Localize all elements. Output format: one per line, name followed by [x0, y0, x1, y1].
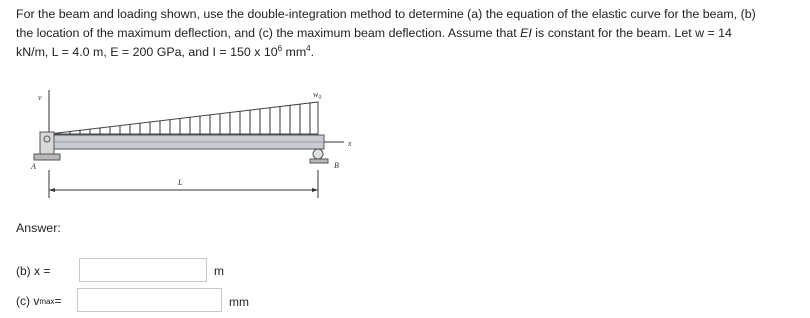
problem-line-1: For the beam and loading shown, use the double-integration method to determine (a) the equation of the elastic curve for the beam, (b) — [16, 7, 756, 21]
load-outline — [49, 102, 318, 134]
answer-c-label — [16, 294, 61, 308]
x-unit: m — [214, 264, 224, 278]
problem-line-2-end: is constant for the beam. Let w = 14 — [531, 26, 732, 40]
x-axis-label: x — [348, 139, 352, 148]
vmax-answer-input[interactable] — [77, 288, 222, 312]
length-label: L — [178, 178, 183, 187]
fixed-support-a — [40, 132, 54, 154]
support-a-label: A — [31, 162, 36, 171]
support-b-label: B — [334, 161, 339, 170]
problem-statement — [16, 5, 801, 62]
v-axis-label: v — [38, 93, 42, 102]
answer-c-label-suffix: = — [54, 294, 62, 308]
problem-line-3-unit: mm — [282, 45, 307, 59]
answer-b-label — [16, 264, 50, 278]
answer-c-label-sub: max — [39, 296, 55, 306]
vmax-unit: mm — [229, 295, 249, 309]
answer-c-label-prefix: (c) v — [16, 294, 40, 308]
problem-line-3: kN/m, L = 4.0 m, E = 200 GPa, and I = 150 x 10 — [16, 45, 278, 59]
beam-diagram — [30, 86, 370, 204]
exponent-4: 4 — [306, 43, 311, 53]
x-answer-input[interactable] — [79, 258, 207, 282]
ei-symbol: EI — [520, 26, 532, 40]
answer-b-label-text: (b) x = — [16, 264, 51, 278]
problem-line-3-end: . — [310, 45, 315, 59]
dim-arrow-right-icon — [312, 188, 318, 192]
problem-line-2: the location of the maximum deflection, and (c) the maximum beam deflection. Assume that — [16, 26, 521, 40]
roller-b-icon — [313, 149, 323, 159]
answer-heading: Answer: — [16, 221, 61, 235]
support-base-b — [310, 159, 328, 163]
w0-label: $w_0$ — [313, 90, 322, 101]
dim-arrow-left-icon — [49, 188, 55, 192]
support-base-a — [34, 154, 60, 160]
exponent-6: 6 — [277, 43, 283, 53]
